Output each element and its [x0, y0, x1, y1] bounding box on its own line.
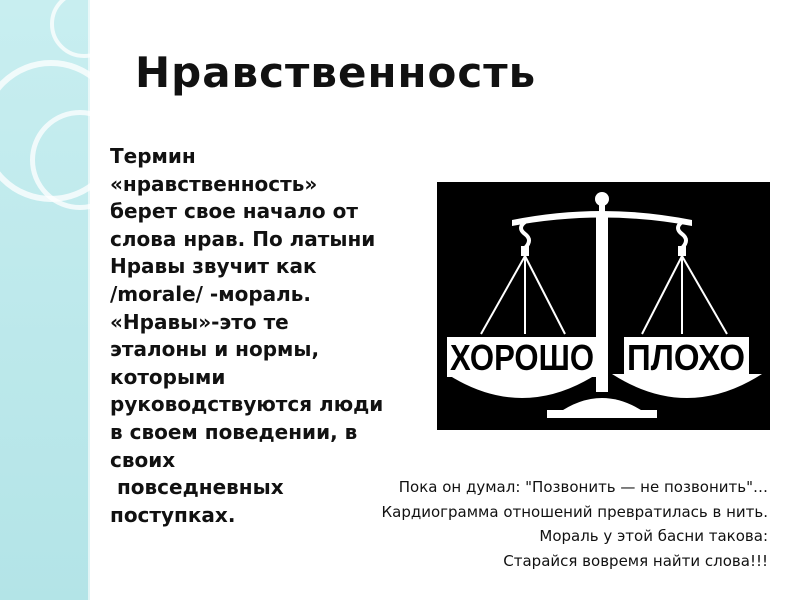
body-line: повседневных	[110, 475, 284, 500]
poem-line: Старайся вовремя найти слова!!!	[503, 551, 768, 570]
body-paragraph	[110, 143, 430, 529]
body-line: поступках.	[110, 502, 236, 527]
label-good: ХОРОШО	[450, 337, 594, 378]
decorative-stripe	[88, 0, 90, 600]
decorative-side-band	[0, 0, 90, 600]
scales-icon	[437, 182, 770, 430]
poem-quote	[338, 475, 768, 573]
body-line: своих	[110, 447, 176, 472]
body-line: берет свое начало от	[110, 199, 358, 224]
body-line: в своем поведении, в	[110, 419, 358, 444]
label-bad: ПЛОХО	[627, 337, 745, 378]
body-line: которыми	[110, 364, 226, 389]
body-line: «нравственность»	[110, 171, 318, 196]
body-line: «Нравы»-это те	[110, 309, 289, 334]
poem-line: Пока он думал: "Позвонить — не позвонить"…	[398, 478, 768, 496]
body-line: слова нрав. По латыни	[110, 226, 376, 251]
body-line: /morale/ -мораль.	[110, 281, 312, 306]
scales-image	[437, 182, 770, 430]
body-line: руководствуются люди	[110, 392, 384, 417]
slide-title: Нравственность	[135, 48, 537, 97]
body-line: эталоны и нормы,	[110, 337, 320, 362]
body-line: Термин	[110, 144, 196, 168]
body-line: Нравы звучит как	[110, 254, 317, 279]
decorative-ring	[50, 0, 90, 58]
poem-line: Мораль у этой басни такова:	[539, 527, 768, 545]
poem-line: Кардиограмма отношений превратилась в нить.	[381, 502, 768, 521]
